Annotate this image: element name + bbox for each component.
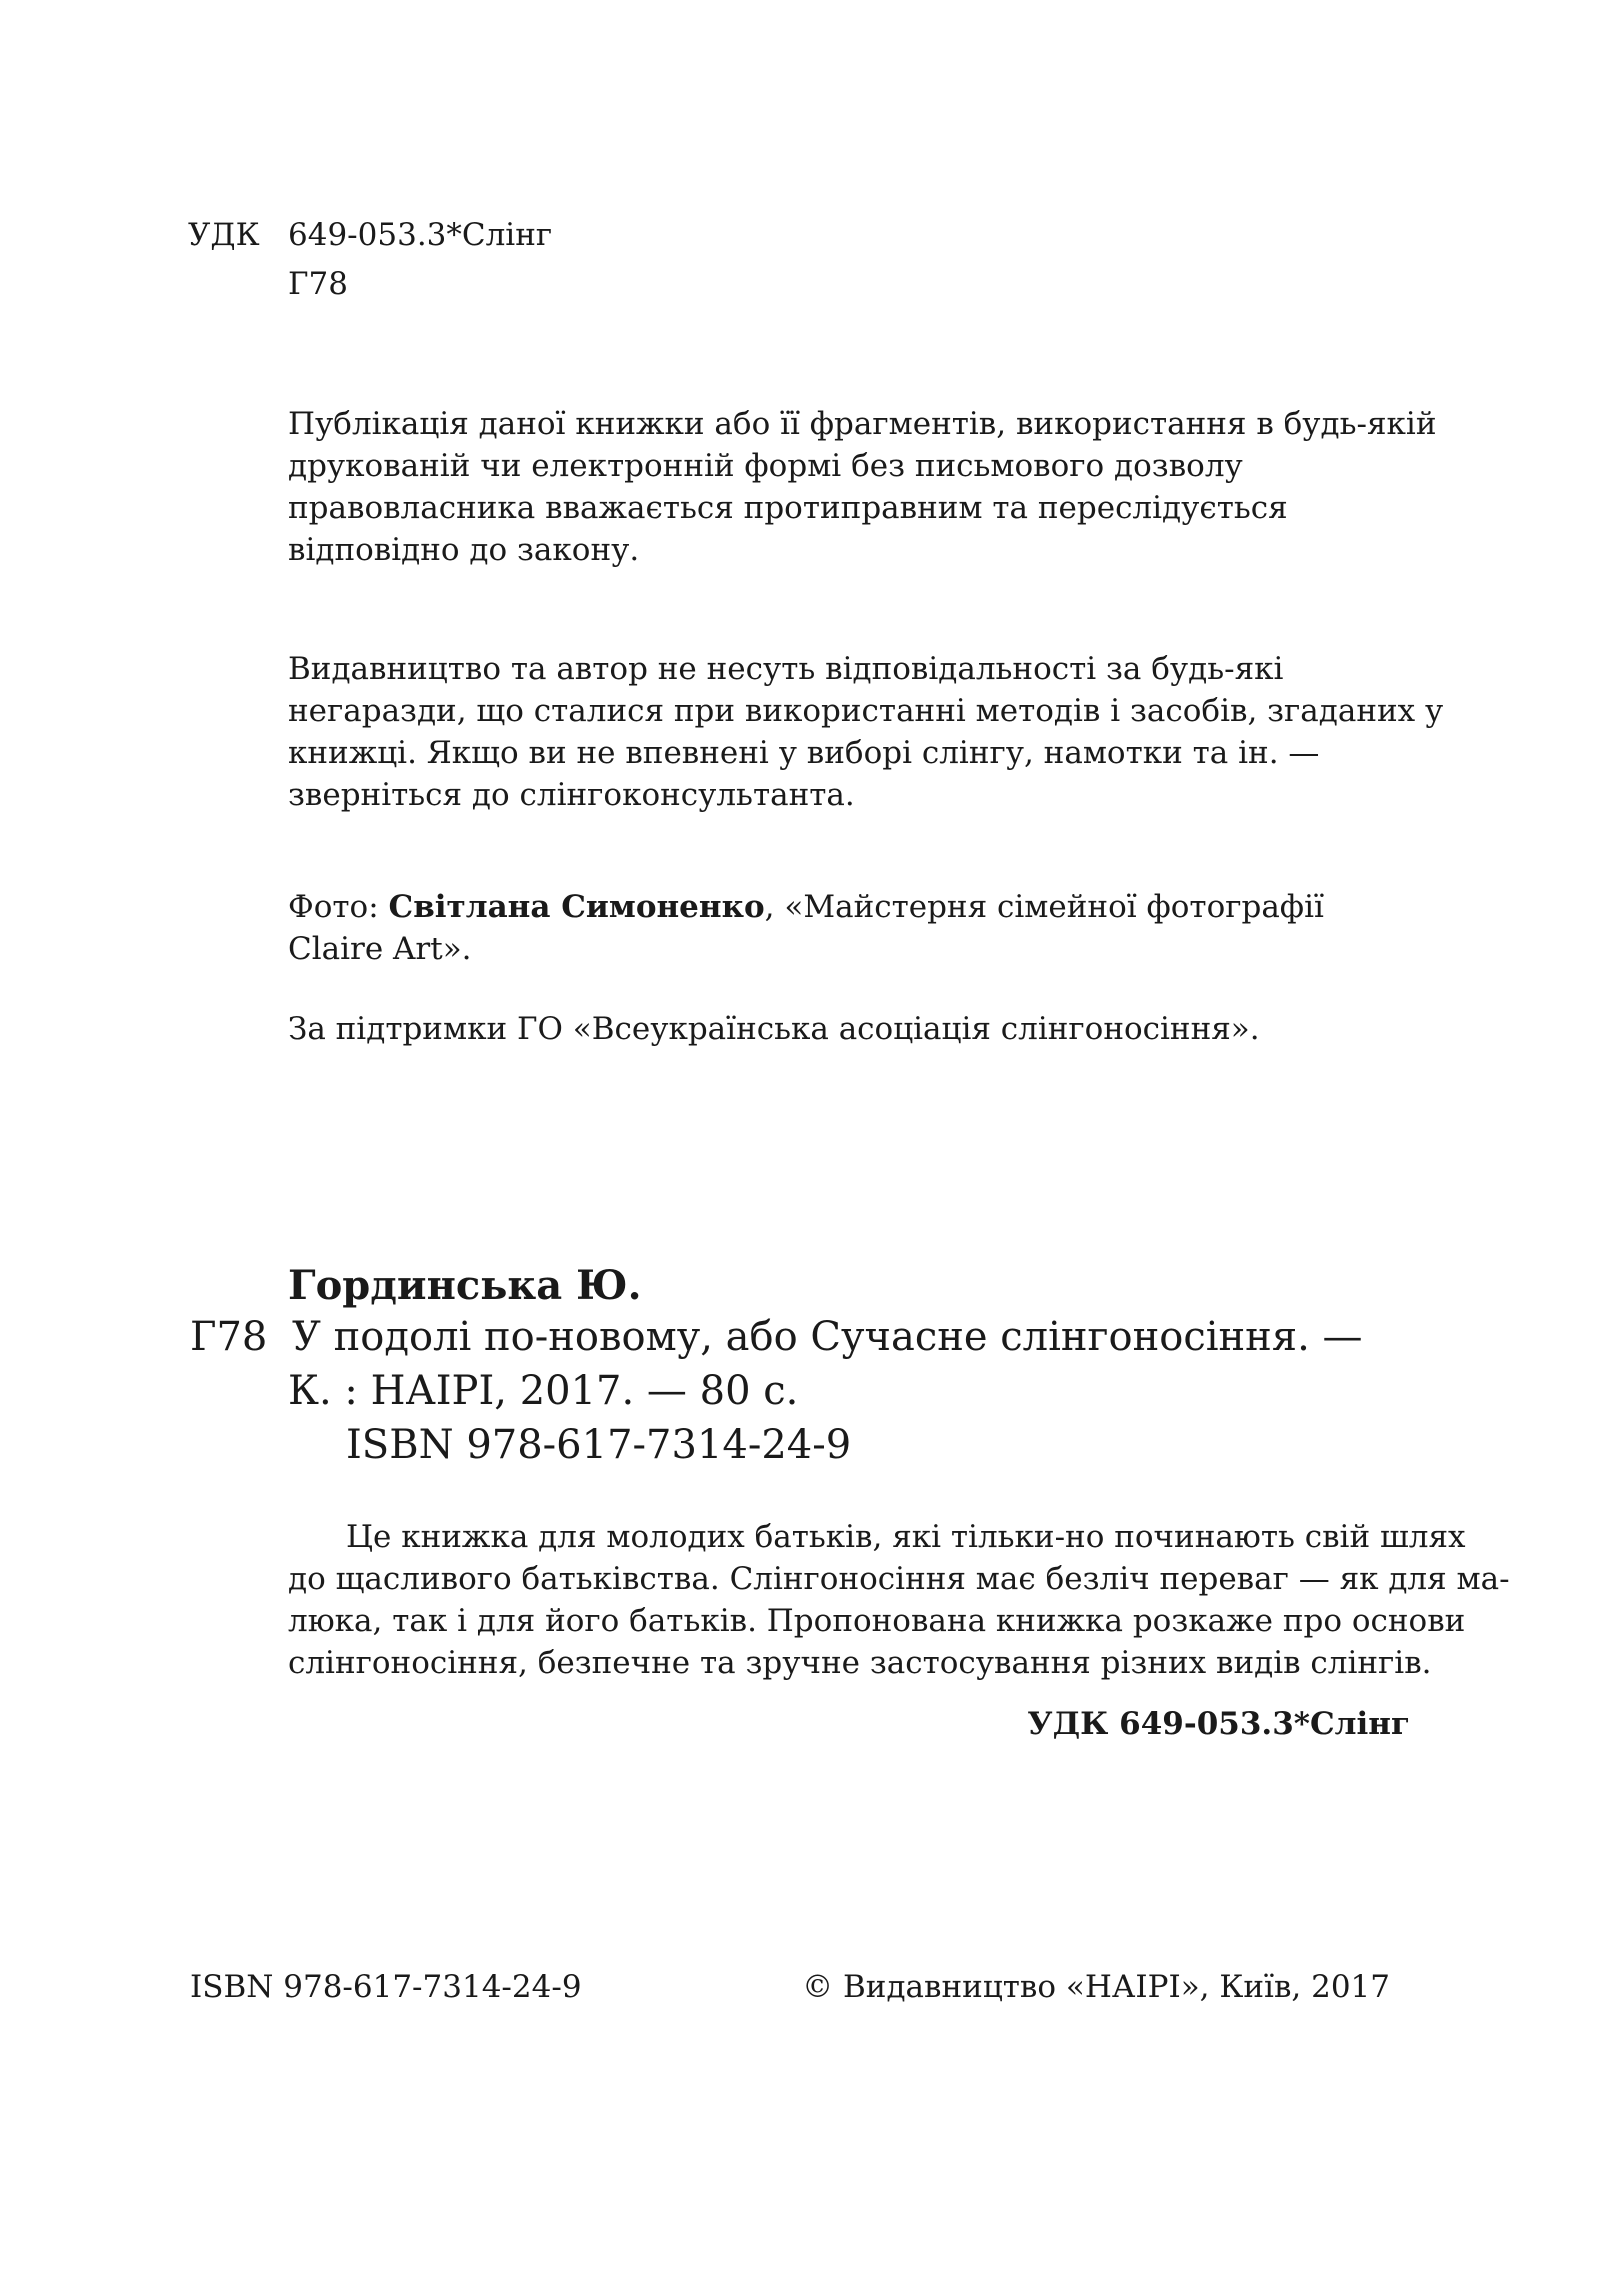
copyright-notice-line: Публікація даної книжки або її фрагментів, використання в будь-якій — [288, 406, 1437, 442]
catalog-isbn: ISBN 978-617-7314-24-9 — [346, 1422, 852, 1468]
copyright-notice-line: відповідно до закону. — [288, 532, 640, 568]
copyright-notice-line: правовласника вважається протиправним та переслідується — [288, 490, 1288, 526]
catalog-author: Гординська Ю. — [288, 1262, 642, 1309]
copyright-notice — [288, 403, 1437, 571]
photo-credit — [288, 886, 1418, 970]
footer-isbn: ISBN 978-617-7314-24-9 — [190, 1969, 582, 2005]
annotation-line: люка, так і для його батьків. Пропонована книжка розкаже про основи — [288, 1603, 1466, 1639]
udk-code: 649-053.3*Слінг — [288, 217, 553, 253]
catalog-index-header: Г78 — [288, 266, 348, 302]
catalog-imprint: К. : НАІРІ, 2017. — 80 с. — [288, 1368, 799, 1414]
photo-studio: , «Майстерня сімейної фотографії — [764, 889, 1324, 925]
disclaimer-line: Видавництво та автор не несуть відповідальності за будь-які — [288, 651, 1284, 687]
support-line: За підтримки ГО «Всеукраїнська асоціація слінгоносіння». — [288, 1011, 1260, 1047]
catalog-title: У подолі по-новому, або Сучасне слінгоносіння. — — [292, 1314, 1363, 1360]
disclaimer — [288, 648, 1444, 816]
footer-copyright: © Видавництво «НАІРІ», Київ, 2017 — [802, 1969, 1390, 2005]
photo-credit-prefix: Фото: — [288, 889, 389, 925]
disclaimer-line: книжці. Якщо ви не впевнені у виборі слінгу, намотки та ін. — — [288, 735, 1320, 771]
photo-studio-line-2: Claire Art». — [288, 931, 472, 967]
photo-credit-line-1 — [288, 886, 1418, 928]
photographer-name: Світлана Симоненко — [388, 889, 765, 925]
disclaimer-line: зверніться до слінгоконсультанта. — [288, 777, 855, 813]
copyright-notice-line: друкованій чи електронній формі без письмового дозволу — [288, 448, 1243, 484]
udk-label: УДК — [188, 217, 260, 253]
annotation-line: Це книжка для молодих батьків, які тільки-но починають свій шлях — [346, 1519, 1466, 1555]
annotation-udk: УДК 649-053.3*Слінг — [1027, 1706, 1410, 1742]
disclaimer-line: негаразди, що сталися при використанні методів і засобів, згаданих у — [288, 693, 1444, 729]
catalog-index: Г78 — [190, 1314, 268, 1360]
annotation-line: слінгоносіння, безпечне та зручне застосування різних видів слінгів. — [288, 1645, 1432, 1681]
annotation-line: до щасливого батьківства. Слінгоносіння має безліч переваг — як для ма- — [288, 1561, 1510, 1597]
